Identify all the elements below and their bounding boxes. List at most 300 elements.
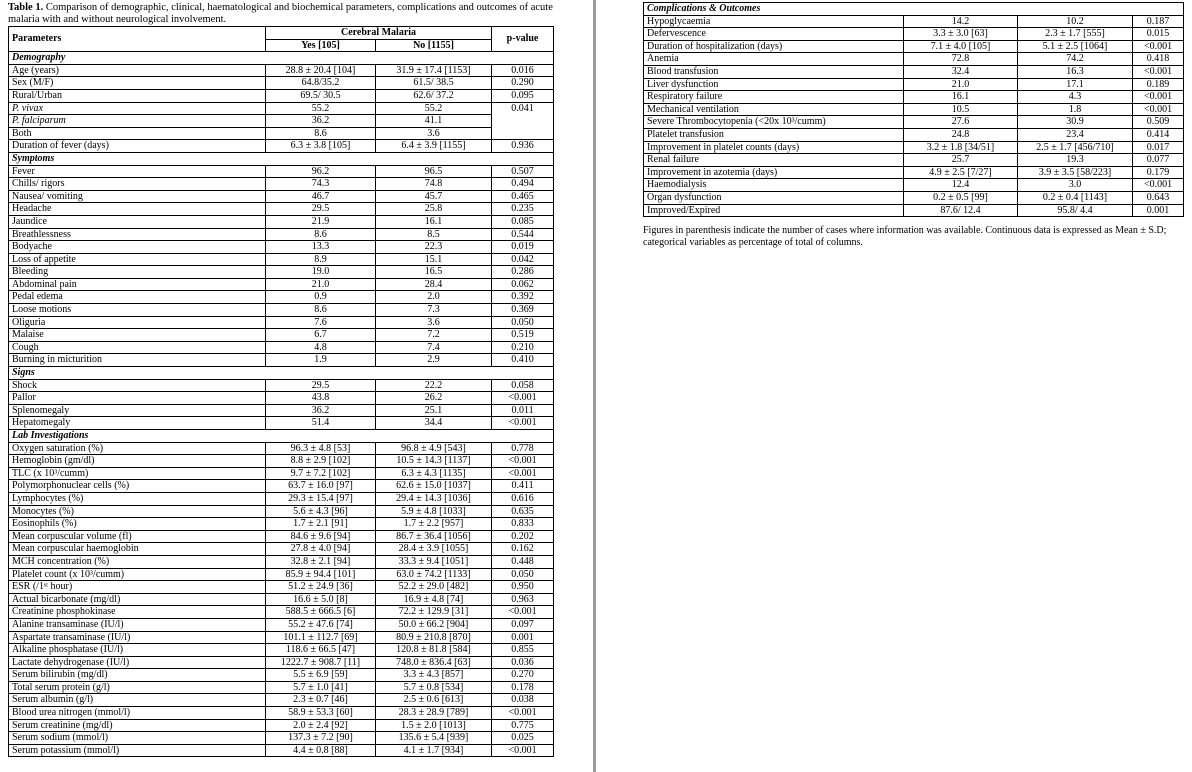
table-row — [9, 89, 554, 102]
table-row — [9, 732, 554, 745]
row-label: Serum bilirubin (mg/dl) — [9, 669, 266, 682]
row-yes-value: 55.2 — [266, 102, 376, 115]
table-footnote: Figures in parenthesis indicate the number of cases where information was available. Continuous data is expressed as Mean ± S.D; categorical variables as percentage of total of columns. — [643, 225, 1167, 248]
row-no-value: 16.1 — [376, 215, 492, 228]
row-yes-value: 7.1 ± 4.0 [105] — [904, 40, 1018, 53]
row-no-value: 5.7 ± 0.8 [534] — [376, 681, 492, 694]
table-row — [9, 392, 554, 405]
row-label: Oliguria — [9, 316, 266, 329]
row-p-value: 0.025 — [492, 732, 554, 745]
row-p-value: 0.290 — [492, 77, 554, 90]
table-row — [644, 191, 1184, 204]
row-yes-value: 51.4 — [266, 417, 376, 430]
table-row — [644, 204, 1184, 217]
row-label: Defervescence — [644, 28, 904, 41]
table-row — [9, 178, 554, 191]
row-p-value: 0.411 — [492, 480, 554, 493]
row-p-value: 0.414 — [1133, 128, 1184, 141]
row-yes-value: 14.2 — [904, 15, 1018, 28]
row-yes-value: 118.6 ± 66.5 [47] — [266, 644, 376, 657]
row-p-value: 0.509 — [1133, 116, 1184, 129]
row-p-value: <0.001 — [1133, 179, 1184, 192]
row-p-value: 0.011 — [492, 404, 554, 417]
row-label: Loose motions — [9, 304, 266, 317]
row-p-value: <0.001 — [492, 707, 554, 720]
row-no-value: 10.5 ± 14.3 [1137] — [376, 455, 492, 468]
row-no-value: 45.7 — [376, 190, 492, 203]
row-label: Lactate dehydrogenase (IU/l) — [9, 656, 266, 669]
row-yes-value: 1.7 ± 2.1 [91] — [266, 518, 376, 531]
row-no-value: 1.8 — [1018, 103, 1133, 116]
table-row — [9, 190, 554, 203]
table-row — [9, 140, 554, 153]
row-p-value: 0.286 — [492, 266, 554, 279]
table-row — [9, 581, 554, 594]
row-no-value: 6.4 ± 3.9 [1155] — [376, 140, 492, 153]
row-yes-value: 4.8 — [266, 341, 376, 354]
row-yes-value: 2.0 ± 2.4 [92] — [266, 719, 376, 732]
row-label: Improved/Expired — [644, 204, 904, 217]
table-row — [9, 115, 554, 128]
row-yes-value: 7.6 — [266, 316, 376, 329]
demography-section — [9, 52, 554, 65]
row-no-value: 10.2 — [1018, 15, 1133, 28]
row-yes-value: 29.5 — [266, 379, 376, 392]
row-p-value: 0.202 — [492, 530, 554, 543]
table-row — [9, 631, 554, 644]
row-p-value: 0.833 — [492, 518, 554, 531]
row-label: Burning in micturition — [9, 354, 266, 367]
row-no-value: 28.4 ± 3.9 [1055] — [376, 543, 492, 556]
row-yes-value: 84.6 ± 9.6 [94] — [266, 530, 376, 543]
row-label: Blood transfusion — [644, 65, 904, 78]
demography-section-label: Demography — [9, 52, 554, 65]
row-no-value: 28.4 — [376, 278, 492, 291]
table-row — [9, 241, 554, 254]
table-row — [644, 116, 1184, 129]
row-yes-value: 72.8 — [904, 53, 1018, 66]
row-label: Malaise — [9, 329, 266, 342]
row-p-value: 0.418 — [1133, 53, 1184, 66]
row-p-value: 0.544 — [492, 228, 554, 241]
row-label: Oxygen saturation (%) — [9, 442, 266, 455]
row-no-value: 95.8/ 4.4 — [1018, 204, 1133, 217]
table-row — [644, 128, 1184, 141]
row-yes-value: 36.2 — [266, 115, 376, 128]
table-row — [9, 505, 554, 518]
row-no-value: 63.0 ± 74.2 [1133] — [376, 568, 492, 581]
row-yes-value: 3.2 ± 1.8 [34/51] — [904, 141, 1018, 154]
row-label: Headache — [9, 203, 266, 216]
row-yes-value: 10.5 — [904, 103, 1018, 116]
table-row — [9, 656, 554, 669]
table-row — [9, 127, 554, 140]
table-row — [644, 28, 1184, 41]
row-no-value: 80.9 ± 210.8 [870] — [376, 631, 492, 644]
row-p-value: 0.950 — [492, 581, 554, 594]
row-label: P. falciparum — [9, 115, 266, 128]
right-panel — [643, 2, 1183, 248]
row-no-value: 748.0 ± 836.4 [63] — [376, 656, 492, 669]
row-label: Total serum protein (g/l) — [9, 681, 266, 694]
row-yes-value: 21.9 — [266, 215, 376, 228]
table-row — [9, 341, 554, 354]
row-label: ESR (/1ˢᵗ hour) — [9, 581, 266, 594]
table-row — [9, 744, 554, 757]
row-yes-value: 6.7 — [266, 329, 376, 342]
row-label: Serum albumin (g/l) — [9, 694, 266, 707]
row-no-value: 4.3 — [1018, 91, 1133, 104]
row-no-value: 16.9 ± 4.8 [74] — [376, 593, 492, 606]
table-row — [9, 606, 554, 619]
table-row — [9, 417, 554, 430]
row-p-value: 0.210 — [492, 341, 554, 354]
main-table-body — [9, 52, 554, 757]
row-yes-value: 21.0 — [266, 278, 376, 291]
row-no-value: 25.1 — [376, 404, 492, 417]
row-p-value: 0.392 — [492, 291, 554, 304]
table-row — [644, 78, 1184, 91]
row-yes-value: 63.7 ± 16.0 [97] — [266, 480, 376, 493]
row-label: Bleeding — [9, 266, 266, 279]
row-yes-value: 13.3 — [266, 241, 376, 254]
main-table — [8, 26, 554, 757]
row-no-value: 72.2 ± 129.9 [31] — [376, 606, 492, 619]
row-yes-value: 43.8 — [266, 392, 376, 405]
row-no-value: 8.5 — [376, 228, 492, 241]
row-label: Duration of fever (days) — [9, 140, 266, 153]
table-row — [644, 53, 1184, 66]
row-label: Liver dysfunction — [644, 78, 904, 91]
row-yes-value: 28.8 ± 20.4 [104] — [266, 64, 376, 77]
table-caption-text: Comparison of demographic, clinical, haematological and biochemical parameters, complications and outcomes of acute malaria with and without neurological involvement. — [8, 2, 553, 25]
row-label: Loss of appetite — [9, 253, 266, 266]
row-yes-value: 29.5 — [266, 203, 376, 216]
row-yes-value: 8.8 ± 2.9 [102] — [266, 455, 376, 468]
table-row — [9, 694, 554, 707]
table-row — [9, 518, 554, 531]
table-row — [9, 266, 554, 279]
table-row — [9, 530, 554, 543]
row-no-value: 7.4 — [376, 341, 492, 354]
row-yes-value: 19.0 — [266, 266, 376, 279]
row-label: Fever — [9, 165, 266, 178]
row-no-value: 62.6/ 37.2 — [376, 89, 492, 102]
table-caption-label: Table 1. — [8, 2, 44, 13]
row-yes-value: 24.8 — [904, 128, 1018, 141]
row-p-value: <0.001 — [492, 606, 554, 619]
table-row — [9, 253, 554, 266]
row-p-value: 0.042 — [492, 253, 554, 266]
row-no-value: 31.9 ± 17.4 [1153] — [376, 64, 492, 77]
row-label: Polymorphonuclear cells (%) — [9, 480, 266, 493]
row-label: Both — [9, 127, 266, 140]
row-no-value: 19.3 — [1018, 154, 1133, 167]
row-yes-value: 51.2 ± 24.9 [36] — [266, 581, 376, 594]
row-p-value: 0.050 — [492, 316, 554, 329]
table-row — [9, 379, 554, 392]
row-p-value: <0.001 — [1133, 103, 1184, 116]
row-yes-value: 4.9 ± 2.5 [7/27] — [904, 166, 1018, 179]
row-yes-value: 12.4 — [904, 179, 1018, 192]
no-header: No [1155] — [376, 39, 492, 52]
row-no-value: 135.6 ± 5.4 [939] — [376, 732, 492, 745]
row-p-value: <0.001 — [1133, 91, 1184, 104]
row-no-value: 55.2 — [376, 102, 492, 115]
row-p-value: 0.019 — [492, 241, 554, 254]
row-p-value: 0.162 — [492, 543, 554, 556]
row-p-value: 0.036 — [492, 656, 554, 669]
row-no-value: 16.3 — [1018, 65, 1133, 78]
row-yes-value: 5.7 ± 1.0 [41] — [266, 681, 376, 694]
table-row — [9, 102, 554, 115]
table-row — [9, 442, 554, 455]
row-no-value: 30.9 — [1018, 116, 1133, 129]
row-yes-value: 96.3 ± 4.8 [53] — [266, 442, 376, 455]
row-label: Bodyache — [9, 241, 266, 254]
row-no-value: 22.2 — [376, 379, 492, 392]
table-row — [9, 354, 554, 367]
row-no-value: 1.5 ± 2.0 [1013] — [376, 719, 492, 732]
row-no-value: 0.2 ± 0.4 [1143] — [1018, 191, 1133, 204]
row-label: Improvement in azotemia (days) — [644, 166, 904, 179]
table-row — [9, 480, 554, 493]
row-label: Actual bicarbonate (mg/dl) — [9, 593, 266, 606]
row-no-value: 5.9 ± 4.8 [1033] — [376, 505, 492, 518]
row-yes-value: 16.1 — [904, 91, 1018, 104]
row-no-value: 5.1 ± 2.5 [1064] — [1018, 40, 1133, 53]
row-no-value: 2.5 ± 1.7 [456/710] — [1018, 141, 1133, 154]
row-no-value: 29.4 ± 14.3 [1036] — [376, 492, 492, 505]
column-divider — [593, 0, 596, 772]
table-row — [9, 304, 554, 317]
row-p-value: 0.015 — [1133, 28, 1184, 41]
row-label: Rural/Urban — [9, 89, 266, 102]
table-row — [644, 154, 1184, 167]
row-yes-value: 29.3 ± 15.4 [97] — [266, 492, 376, 505]
row-label: Jaundice — [9, 215, 266, 228]
row-p-value: 0.038 — [492, 694, 554, 707]
row-no-value: 2.3 ± 1.7 [555] — [1018, 28, 1133, 41]
table-row — [9, 316, 554, 329]
row-p-value: 0.507 — [492, 165, 554, 178]
row-label: Splenomegaly — [9, 404, 266, 417]
table-row — [9, 64, 554, 77]
row-p-value: 0.062 — [492, 278, 554, 291]
row-p-value: 0.001 — [492, 631, 554, 644]
parameters-header: Parameters — [9, 27, 266, 52]
row-label: Serum creatinine (mg/dl) — [9, 719, 266, 732]
row-label: Mean corpuscular volume (fl) — [9, 530, 266, 543]
pvalue-header: p-value — [492, 27, 554, 52]
table-row — [9, 228, 554, 241]
table-row — [9, 329, 554, 342]
row-no-value: 3.6 — [376, 316, 492, 329]
row-yes-value: 6.3 ± 3.8 [105] — [266, 140, 376, 153]
row-label: Blood urea nitrogen (mmol/l) — [9, 707, 266, 720]
table-row — [9, 203, 554, 216]
row-no-value: 17.1 — [1018, 78, 1133, 91]
row-yes-value: 58.9 ± 53.3 [60] — [266, 707, 376, 720]
row-p-value: 0.187 — [1133, 15, 1184, 28]
row-yes-value: 8.6 — [266, 127, 376, 140]
row-yes-value: 32.4 — [904, 65, 1018, 78]
row-yes-value: 588.5 ± 666.5 [6] — [266, 606, 376, 619]
row-yes-value: 64.8/35.2 — [266, 77, 376, 90]
row-p-value: 0.058 — [492, 379, 554, 392]
row-no-value: 3.3 ± 4.3 [857] — [376, 669, 492, 682]
row-label: Chills/ rigors — [9, 178, 266, 191]
row-p-value: 0.016 — [492, 64, 554, 77]
row-yes-value: 5.5 ± 6.9 [59] — [266, 669, 376, 682]
row-yes-value: 2.3 ± 0.7 [46] — [266, 694, 376, 707]
row-no-value: 120.8 ± 81.8 [584] — [376, 644, 492, 657]
row-no-value: 1.7 ± 2.2 [957] — [376, 518, 492, 531]
row-yes-value: 36.2 — [266, 404, 376, 417]
row-p-value: 0.095 — [492, 89, 554, 102]
row-yes-value: 0.2 ± 0.5 [99] — [904, 191, 1018, 204]
row-p-value: <0.001 — [492, 467, 554, 480]
row-label: TLC (x 10³/cumm) — [9, 467, 266, 480]
row-p-value: <0.001 — [1133, 40, 1184, 53]
table-row — [644, 166, 1184, 179]
table-row — [9, 644, 554, 657]
row-label: Hepatomegaly — [9, 417, 266, 430]
table-row — [9, 681, 554, 694]
row-yes-value: 137.3 ± 7.2 [90] — [266, 732, 376, 745]
row-label: Renal failure — [644, 154, 904, 167]
lab-investigations-section-label: Lab Investigations — [9, 430, 554, 443]
row-yes-value: 25.7 — [904, 154, 1018, 167]
row-label: Improvement in platelet counts (days) — [644, 141, 904, 154]
row-no-value: 25.8 — [376, 203, 492, 216]
row-label: P. vivax — [9, 102, 266, 115]
row-yes-value: 32.8 ± 2.1 [94] — [266, 555, 376, 568]
table-row — [644, 15, 1184, 28]
table-row — [644, 103, 1184, 116]
table-row — [9, 543, 554, 556]
row-no-value: 3.6 — [376, 127, 492, 140]
row-label: Platelet count (x 10³/cumm) — [9, 568, 266, 581]
row-label: Duration of hospitalization (days) — [644, 40, 904, 53]
row-yes-value: 8.9 — [266, 253, 376, 266]
row-label: Respiratory failure — [644, 91, 904, 104]
row-yes-value: 1222.7 ± 908.7 [11] — [266, 656, 376, 669]
row-yes-value: 9.7 ± 7.2 [102] — [266, 467, 376, 480]
row-no-value: 23.4 — [1018, 128, 1133, 141]
table-row — [644, 91, 1184, 104]
row-label: Shock — [9, 379, 266, 392]
row-label: MCH concentration (%) — [9, 555, 266, 568]
table-row — [9, 707, 554, 720]
row-p-value: <0.001 — [492, 744, 554, 757]
row-yes-value: 1.9 — [266, 354, 376, 367]
row-p-value: 0.178 — [492, 681, 554, 694]
row-no-value: 34.4 — [376, 417, 492, 430]
row-no-value: 74.8 — [376, 178, 492, 191]
row-no-value: 6.3 ± 4.3 [1135] — [376, 467, 492, 480]
left-panel — [8, 2, 553, 757]
row-p-value: 0.465 — [492, 190, 554, 203]
row-label: Aspartate transaminase (IU/l) — [9, 631, 266, 644]
row-yes-value: 27.6 — [904, 116, 1018, 129]
complications-table-body — [644, 3, 1184, 217]
row-p-value: 0.041 — [492, 102, 554, 140]
row-no-value: 3.9 ± 3.5 [58/223] — [1018, 166, 1133, 179]
row-p-value: 0.494 — [492, 178, 554, 191]
row-p-value: 0.616 — [492, 492, 554, 505]
row-no-value: 22.3 — [376, 241, 492, 254]
row-p-value: 0.270 — [492, 669, 554, 682]
row-yes-value: 8.6 — [266, 228, 376, 241]
row-no-value: 26.2 — [376, 392, 492, 405]
row-no-value: 7.2 — [376, 329, 492, 342]
yes-header: Yes [105] — [266, 39, 376, 52]
table-row — [644, 141, 1184, 154]
row-label: Breathlessness — [9, 228, 266, 241]
row-label: Serum sodium (mmol/l) — [9, 732, 266, 745]
row-no-value: 28.3 ± 28.9 [789] — [376, 707, 492, 720]
row-yes-value: 0.9 — [266, 291, 376, 304]
row-no-value: 61.5/ 38.5 — [376, 77, 492, 90]
row-label: Pallor — [9, 392, 266, 405]
row-p-value: <0.001 — [492, 392, 554, 405]
row-label: Eosinophils (%) — [9, 518, 266, 531]
row-p-value: 0.410 — [492, 354, 554, 367]
table-row — [9, 215, 554, 228]
row-p-value: 0.369 — [492, 304, 554, 317]
row-no-value: 33.3 ± 9.4 [1051] — [376, 555, 492, 568]
table-row — [9, 165, 554, 178]
row-label: Anemia — [644, 53, 904, 66]
row-no-value: 16.5 — [376, 266, 492, 279]
table-row — [9, 404, 554, 417]
row-label: Alanine transaminase (IU/l) — [9, 618, 266, 631]
row-label: Hypoglycaemia — [644, 15, 904, 28]
row-label: Abdominal pain — [9, 278, 266, 291]
row-label: Creatinine phosphokinase — [9, 606, 266, 619]
row-p-value: 0.519 — [492, 329, 554, 342]
row-label: Sex (M/F) — [9, 77, 266, 90]
row-label: Platelet transfusion — [644, 128, 904, 141]
row-p-value: 0.448 — [492, 555, 554, 568]
table-row — [9, 593, 554, 606]
row-p-value: 0.097 — [492, 618, 554, 631]
row-no-value: 74.2 — [1018, 53, 1133, 66]
row-label: Haemodialysis — [644, 179, 904, 192]
signs-section-label: Signs — [9, 367, 554, 380]
row-no-value: 15.1 — [376, 253, 492, 266]
row-label: Alkaline phosphatase (IU/l) — [9, 644, 266, 657]
row-p-value: 0.963 — [492, 593, 554, 606]
row-yes-value: 74.3 — [266, 178, 376, 191]
complications-table — [643, 2, 1184, 217]
row-p-value: 0.643 — [1133, 191, 1184, 204]
row-yes-value: 8.6 — [266, 304, 376, 317]
row-p-value: 0.077 — [1133, 154, 1184, 167]
row-p-value: 0.189 — [1133, 78, 1184, 91]
row-no-value: 7.3 — [376, 304, 492, 317]
row-label: Nausea/ vomiting — [9, 190, 266, 203]
table-row — [9, 455, 554, 468]
row-yes-value: 101.1 ± 112.7 [69] — [266, 631, 376, 644]
row-no-value: 4.1 ± 1.7 [934] — [376, 744, 492, 757]
row-no-value: 2.5 ± 0.6 [613] — [376, 694, 492, 707]
table-row — [9, 467, 554, 480]
row-yes-value: 21.0 — [904, 78, 1018, 91]
table-row — [9, 618, 554, 631]
signs-section — [9, 367, 554, 380]
